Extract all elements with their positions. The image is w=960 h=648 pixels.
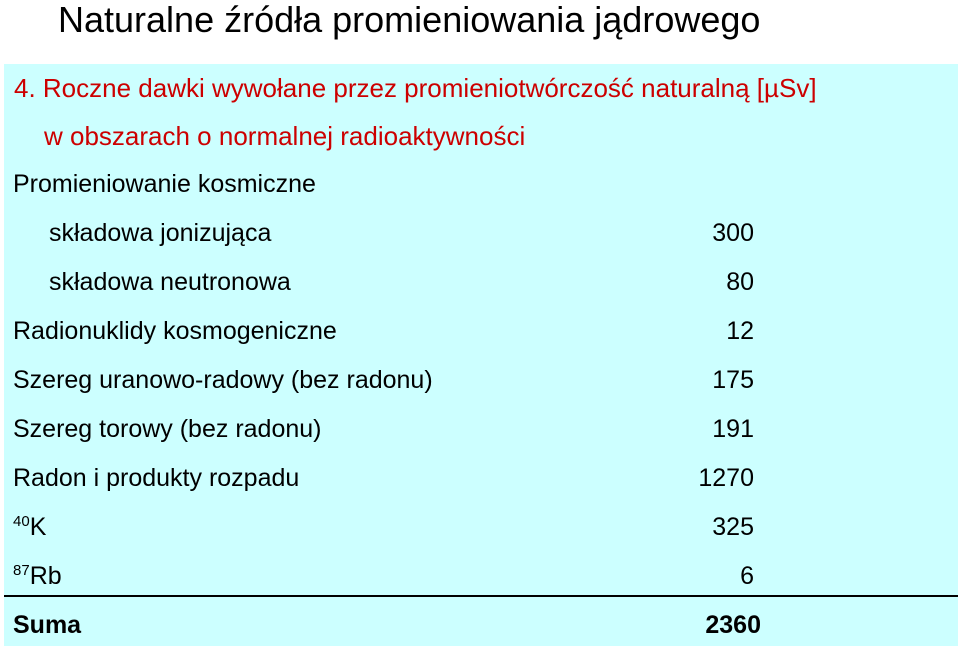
row-label: Szereg torowy (bez radonu) (13, 415, 322, 443)
table-row (4, 217, 958, 249)
table-row (4, 462, 958, 494)
isotope-label (13, 511, 46, 543)
table-row (4, 511, 958, 543)
table-row (4, 315, 958, 347)
table-row (4, 364, 958, 396)
isotope-symbol: Rb (29, 562, 62, 590)
table-row (4, 266, 958, 298)
sum-divider-line (4, 595, 958, 597)
row-value: 175 (712, 366, 754, 394)
sum-label: Suma (13, 611, 82, 639)
row-label: składowa neutronowa (49, 268, 291, 296)
isotope-mass-number: 40 (13, 513, 30, 530)
sum-row (4, 609, 958, 641)
cosmic-radiation-heading: Promieniowanie kosmiczne (13, 170, 316, 198)
sum-value: 2360 (705, 611, 761, 639)
row-value: 6 (740, 562, 754, 590)
row-value: 12 (726, 317, 754, 345)
isotope-mass-number: 87 (13, 562, 30, 579)
table-row (4, 413, 958, 445)
row-label: składowa jonizująca (49, 219, 272, 247)
page-title: Naturalne źródła promieniowania jądrowego (58, 0, 761, 40)
row-label: Szereg uranowo-radowy (bez radonu) (13, 366, 433, 394)
content-panel (4, 64, 958, 646)
row-label: Radionuklidy kosmogeniczne (13, 317, 337, 345)
table-row (4, 560, 958, 592)
row-value: 300 (712, 219, 754, 247)
row-value: 1270 (698, 464, 754, 492)
row-value: 191 (712, 415, 754, 443)
row-label: Radon i produkty rozpadu (13, 464, 300, 492)
subtitle-line-1: 4. Roczne dawki wywołane przez promieniotwórczość naturalną [µSv] (14, 73, 817, 103)
row-value: 325 (712, 513, 754, 541)
row-value: 80 (726, 268, 754, 296)
table-section-heading (4, 168, 958, 200)
isotope-label (13, 560, 62, 592)
subtitle-line-2: w obszarach o normalnej radioaktywności (44, 121, 526, 151)
isotope-symbol: K (29, 513, 47, 541)
